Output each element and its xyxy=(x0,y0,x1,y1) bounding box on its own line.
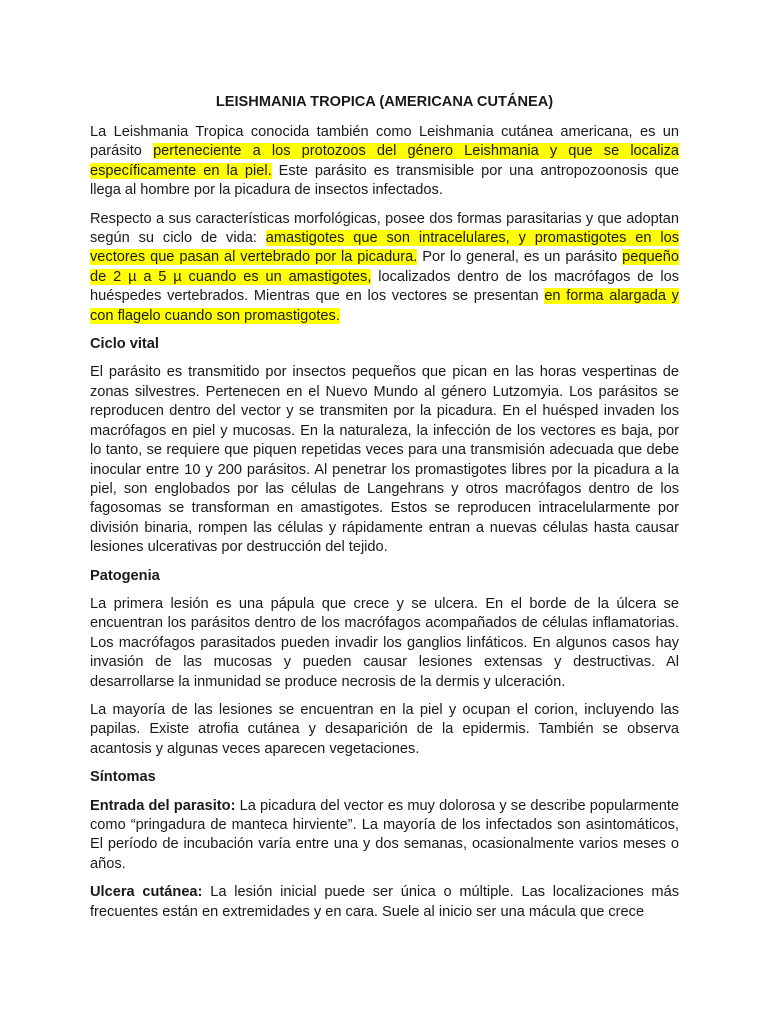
paragraph-lead: Ulcera cutánea: xyxy=(90,884,203,901)
sintomas-ulcera-paragraph xyxy=(90,883,679,922)
text-run: Por lo general, es un parásito xyxy=(417,249,623,266)
ciclo-paragraph: El parásito es transmitido por insectos pequeños que pican en las horas vespertinas de zonas silvestres. Pertenecen en el Nuevo Mundo al género Lutzomyia. Los parásitos se reproducen dentro del vector y se transmiten por la picadura. En el huésped invaden los macrófagos en piel y mucosas. En la naturaleza, la infección de los vectores es baja, por lo tanto, se requiere que piquen repetidas veces para una transmisión adecuada que debe inocular entre 10 y 200 parásitos. Al penetrar los promastigotes libres por la picadura a la piel, son englobados por las células de Langehrans y otros macrófagos dentro de los fagosomas se transforman en amastigotes. Estos se reproducen intracelularmente por división binaria, rompen las células y rápidamente entran a nuevas células hasta causar lesiones ulcerativas por destrucción del tejido. xyxy=(90,364,679,556)
sintomas-entrada-paragraph xyxy=(90,797,679,875)
highlighted-text: perteneciente a los protozoos del género Leishmania y que se localiza específicamente en la piel. xyxy=(90,143,679,179)
text-run: localizados dentro de los macrófagos de los huéspedes vertebrados. Mientras que en los vectores se presentan xyxy=(90,268,680,305)
text-run: La picadura del vector es muy dolorosa y se describe popularmente como “pringadura de manteca hirviente”. La mayoría de los infectados son asintomáticos, El período de incubación varía entre una y dos semanas, ocasionalmente varios meses o años. xyxy=(90,797,680,872)
document-title: LEISHMANIA TROPICA (AMERICANA CUTÁNEA) xyxy=(215,94,554,110)
text-run: La Leishmania Tropica conocida también como Leishmania cutánea americana, es un parásito xyxy=(90,124,679,160)
text-run: La lesión inicial puede ser única o múltiple. Las localizaciones más frecuentes están en extremidades y en cara. Suele al inicio ser una mácula que crece xyxy=(90,884,679,920)
intro-paragraph-2 xyxy=(90,210,679,326)
text-run: Respecto a sus características morfológicas, posee dos formas parasitarias y que adoptan según su ciclo de vida: xyxy=(90,210,679,247)
patogenia-paragraph-2: La mayoría de las lesiones se encuentran en la piel y ocupan el corion, incluyendo las papilas. Existe atrofia cutánea y desaparición de la epidermis. También se observa acantosis y algunas veces aparecen vegetaciones. xyxy=(90,701,679,757)
intro-paragraph-1 xyxy=(90,123,679,201)
section-heading-ciclo-vital: Ciclo vital xyxy=(90,336,159,353)
text-run: Este parásito es transmisible por una antropozoonosis que llega al hombre por la picadura de insectos infectados. xyxy=(90,162,679,199)
highlighted-text: pequeño de 2 µ a 5 µ cuando es un amastigotes, xyxy=(90,249,679,285)
section-heading-patogenia: Patogenia xyxy=(90,567,160,584)
highlighted-text: amastigotes que son intracelulares, y promastigotes en los vectores que pasan al vertebrado por la picadura. xyxy=(90,230,680,266)
patogenia-paragraph-1: La primera lesión es una pápula que crece y se ulcera. En el borde de la úlcera se encuentran los parásitos dentro de los macrófagos acompañados de células inflamatorias. Los macrófagos parasitados pueden invadir los ganglios linfáticos. En algunos casos hay invasión de las mucosas y pueden causar lesiones extensas y destructivas. Al desarrollarse la inmunidad se produce necrosis de la dermis y ulceración. xyxy=(90,595,679,690)
section-heading-sintomas: Síntomas xyxy=(90,769,156,786)
highlighted-text: en forma alargada y con flagelo cuando son promastigotes. xyxy=(90,288,679,324)
paragraph-lead: Entrada del parasito: xyxy=(90,797,236,814)
